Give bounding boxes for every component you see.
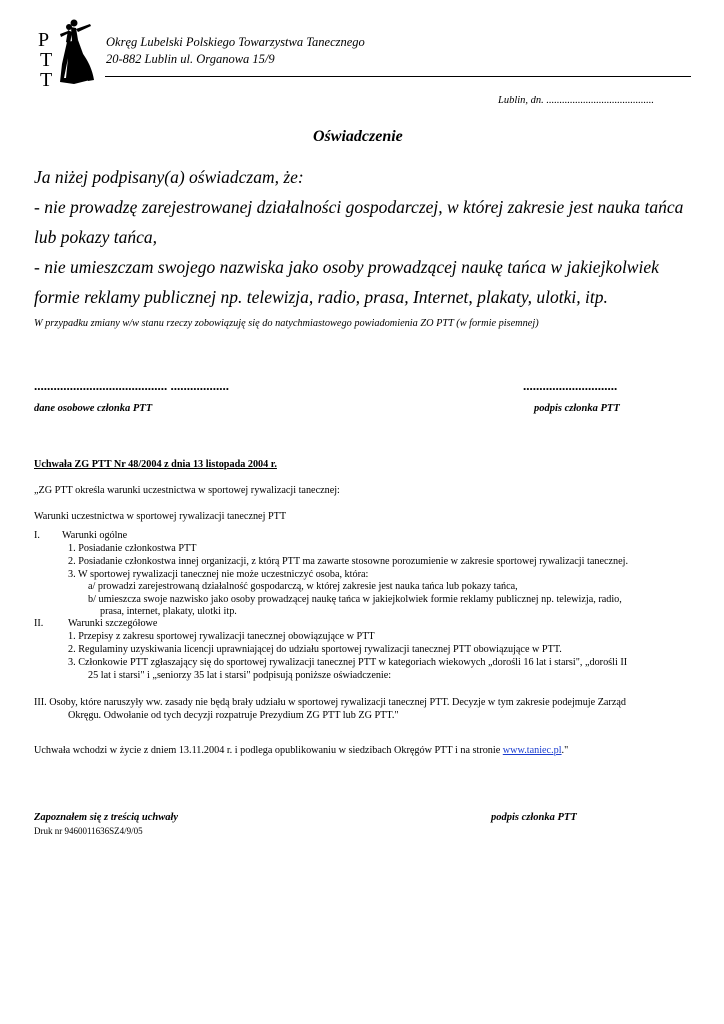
logo-letter-t1: T bbox=[40, 49, 53, 71]
section-2-item-3-line-2: 25 lat i starsi" i „seniorzy 35 lat i starsi" podpisują poniższe oświadczenie: bbox=[88, 670, 392, 681]
org-name: Okręg Lubelski Polskiego Towarzystwa Tanecznego bbox=[106, 35, 365, 49]
declaration-line-5: formie reklamy publicznej np. telewizja, radio, prasa, Internet, plakaty, ulotki, itp. bbox=[34, 287, 608, 307]
ptt-logo bbox=[38, 18, 104, 88]
effective-date-end: ." bbox=[561, 745, 569, 756]
section-2-item-2: 2. Regulaminy uzyskiwania licencji uprawniającej do udziału sportowej rywalizacji tanecznej PTT obowiązujące w PTT. bbox=[68, 644, 562, 655]
effective-date-text: Uchwała wchodzi w życie z dniem 13.11.2004 r. i podlega opublikowaniu w siedzibach Okręgów PTT i na stronie bbox=[34, 745, 503, 756]
section-1-item-3b-line-1: b/ umieszcza swoje nazwisko jako osoby prowadzącej naukę tańca w jakiejkolwiek formie reklamy publicznej np. telewizja, radio, bbox=[88, 594, 622, 605]
section-1-title: Warunki ogólne bbox=[62, 530, 128, 541]
section-2-title: Warunki szczegółowe bbox=[68, 618, 158, 629]
footer-signature-label: podpis członka PTT bbox=[491, 812, 577, 823]
declaration-line-3: lub pokazy tańca, bbox=[34, 227, 157, 247]
effective-date-line bbox=[34, 745, 568, 756]
resolution-intro: „ZG PTT określa warunki uczestnictwa w sportowej rywalizacji tanecznej: bbox=[34, 485, 340, 496]
header-divider bbox=[105, 76, 691, 77]
section-3-line-1: III. Osoby, które naruszyły ww. zasady nie będą brały udziału w sportowej rywalizacji tanecznej PTT. Decyzje w tym zakresie podejmuje Zarząd bbox=[34, 697, 626, 708]
declaration-line-1: Ja niżej podpisany(a) oświadczam, że: bbox=[34, 167, 304, 187]
section-2-item-3-line-1: 3. Członkowie PTT zgłaszający się do sportowej rywalizacji tanecznej PTT w kategoriach wiekowych „dorośli 16 lat i starsi", „dorośli II bbox=[68, 657, 628, 668]
section-1-item-2: 2. Posiadanie członkostwa innej organizacji, z którą PTT ma zawarte stosowne porozumienie w zakresie sportowej rywalizacji tanecznej. bbox=[68, 556, 629, 567]
print-number: Druk nr 9460011636SZ4/9/05 bbox=[34, 826, 143, 836]
section-3-line-2: Okręgu. Odwołanie od tych decyzji rozpatruje Prezydium ZG PTT lub ZG PTT." bbox=[68, 710, 399, 721]
section-1-item-3b-line-2: prasa, internet, plakaty, ulotki itp. bbox=[100, 606, 237, 617]
section-1-item-3a: a/ prowadzi zarejestrowaną działalność gospodarczą, w której zakresie jest nauka tańca lub pokazy tańca, bbox=[88, 581, 518, 592]
logo-letter-t2: T bbox=[40, 69, 53, 88]
document-title: Oświadczenie bbox=[313, 128, 403, 145]
signature-label: podpis członka PTT bbox=[534, 403, 620, 414]
section-2-number: II. bbox=[34, 618, 44, 629]
declaration-note: W przypadku zmiany w/w stanu rzeczy zobowiązuję się do natychmiastowego powiadomienia ZO PTT (w formie pisemnej) bbox=[34, 318, 539, 329]
resolution-heading: Uchwała ZG PTT Nr 48/2004 z dnia 13 listopada 2004 r. bbox=[34, 459, 277, 470]
personal-data-dots: ......................................... .................. bbox=[34, 378, 229, 393]
resolution-subtitle: Warunki uczestnictwa w sportowej rywalizacji tanecznej PTT bbox=[34, 511, 287, 522]
section-1-item-3: 3. W sportowej rywalizacji tanecznej nie może uczestniczyć osoba, która: bbox=[68, 569, 369, 580]
logo-letter-p: P bbox=[38, 29, 50, 51]
declaration-line-2: - nie prowadzę zarejestrowanej działalności gospodarczej, w której zakresie jest nauka tańca bbox=[34, 197, 684, 217]
personal-data-label: dane osobowe członka PTT bbox=[34, 403, 153, 414]
dancers-logo-icon bbox=[38, 18, 104, 88]
section-1-number: I. bbox=[34, 530, 40, 541]
org-address: 20-882 Lublin ul. Organowa 15/9 bbox=[106, 52, 275, 66]
signature-dots: ............................. bbox=[523, 378, 618, 393]
section-2-item-1: 1. Przepisy z zakresu sportowej rywalizacji tanecznej obowiązujące w PTT bbox=[68, 631, 375, 642]
acknowledgement-label: Zapoznałem się z treścią uchwały bbox=[34, 812, 179, 823]
declaration-line-4: - nie umieszczam swojego nazwiska jako osoby prowadzącej naukę tańca w jakiejkolwiek bbox=[34, 257, 659, 277]
section-1-item-1: 1. Posiadanie członkostwa PTT bbox=[68, 543, 197, 554]
date-line: Lublin, dn. ......................................... bbox=[498, 95, 655, 106]
taniec-link[interactable]: www.taniec.pl bbox=[502, 745, 562, 756]
